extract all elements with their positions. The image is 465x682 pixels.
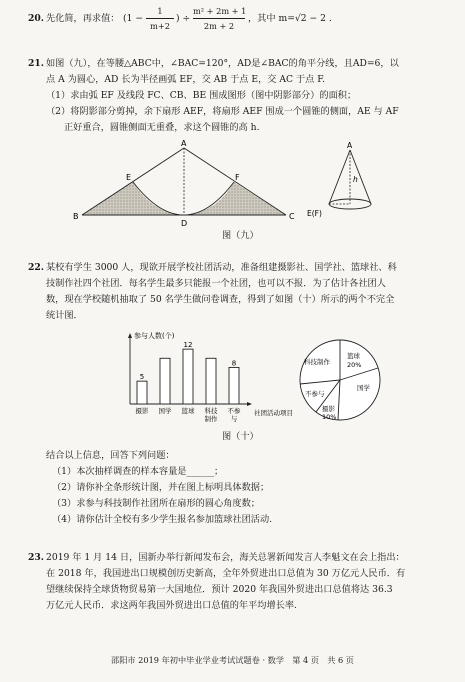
bar-series bbox=[136, 341, 242, 423]
pie-label-keji: 科技制作 bbox=[304, 358, 330, 366]
pie-label-bucanyu: 不参与 bbox=[305, 390, 325, 398]
q21-part2b: 正好重合，圆锥侧面无重叠，求这个圆锥的高 h. bbox=[64, 122, 260, 133]
shaded-region-right bbox=[186, 182, 286, 215]
pie-chart bbox=[294, 334, 394, 426]
q23-line1: 2019 年 1 月 14 日，国新办举行新闻发布会，海关总署新闻发言人李魁文在会上指出： bbox=[46, 552, 405, 563]
q20-frac2-bar bbox=[193, 18, 245, 19]
q21-line2: 点 A 为圆心，AD 长为半径画弧 EF，交 AB 于点 E，交 AC 于点 F. bbox=[46, 74, 326, 85]
pie-pct-lanqiu: 20% bbox=[347, 361, 362, 369]
q20-close-div: ) ÷ bbox=[176, 13, 191, 24]
cone-label-h: h bbox=[353, 175, 358, 184]
q20-frac2-num: m² + 2m + 1 bbox=[193, 6, 247, 16]
q23-line4: 万亿元人民币．求这两年我国外贸进出口总值的年平均增长率. bbox=[46, 600, 297, 611]
bar-y-arrow bbox=[128, 333, 132, 338]
q22-line3: 数，现在学校随机抽取了 50 名学生做问卷调查，得到了如图（十）所示的两个不完全 bbox=[46, 294, 395, 305]
bar-value-label-4: 8 bbox=[231, 359, 237, 368]
q20-frac2-den: 2m + 2 bbox=[203, 21, 235, 31]
q21-line1: 如图（九），在等腰△ABC中，∠BAC=120°，AD是∠BAC的角平分线，且AD=6，以 bbox=[46, 58, 399, 69]
q21-part2a: （2）将阴影部分剪掉，余下扇形 AEF，将扇形 AEF 围成一个圆锥的侧面，AE 与 AF bbox=[46, 106, 399, 117]
q23-line3: 望继续保持全球货物贸易第一大国地位．预计 2020 年我国外贸进出口总值将达 36.3 bbox=[46, 584, 393, 595]
q20-number: 20. bbox=[28, 13, 44, 24]
bar-2 bbox=[183, 349, 193, 404]
cone-left-edge bbox=[329, 150, 350, 204]
bar-category-label-4: 不参 bbox=[227, 407, 241, 415]
q22-ask2: （2）请你补全条形统计图，并在图上标明具体数据； bbox=[52, 482, 270, 493]
q20-frac1-den: m+2 bbox=[150, 21, 170, 31]
pie-label-sheying: 摄影 bbox=[322, 405, 335, 413]
q22-intro: 结合以上信息，回答下列问题： bbox=[46, 450, 175, 461]
bar-category-label-3: 科技 bbox=[204, 407, 218, 415]
q20-condition: ，其中 m=√2 − 2 . bbox=[248, 13, 332, 24]
bar-category-label-3-b: 制作 bbox=[204, 415, 218, 423]
fig10-caption: 图（十） bbox=[222, 431, 259, 442]
q22-line2: 技制作社四个社团．每名学生最多只能报一个社团，也可以不报．为了估计各社团人 bbox=[46, 278, 386, 289]
q22-ask3: （3）求参与科技制作社团所在扇形的圆心角度数； bbox=[52, 498, 260, 509]
bar-4 bbox=[229, 367, 239, 404]
pie-label-lanqiu: 篮球 bbox=[347, 352, 360, 360]
bar-category-label-4-b: 与 bbox=[230, 415, 238, 423]
bar-category-label-2: 篮球 bbox=[181, 407, 195, 415]
q20-frac1-bar bbox=[146, 18, 174, 19]
pie-pct-sheying: 10% bbox=[322, 413, 337, 421]
bar-value-label-0: 5 bbox=[139, 373, 145, 382]
bar-3 bbox=[206, 358, 216, 404]
label-c: C bbox=[289, 212, 295, 221]
bar-value-label-2: 12 bbox=[183, 341, 193, 350]
q22-number: 22. bbox=[28, 262, 44, 273]
bar-ylabel: 参与人数(个) bbox=[134, 332, 175, 340]
q23-line2: 在 2018 年，我国进出口规模创历史新高，全年外贸进出口总值为 30 万亿元人民币．有 bbox=[46, 568, 406, 579]
q22-ask4: （4）请你估计全校有多少学生报名参加篮球社团活动. bbox=[52, 514, 273, 525]
bar-1 bbox=[160, 358, 170, 404]
bar-xlabel: 社团活动项目 bbox=[254, 409, 293, 417]
pie-label-guoxue: 国学 bbox=[357, 384, 370, 392]
page-footer: 邵阳市 2019 年初中毕业学业考试试题卷 · 数学 第 4 页 共 6 页 bbox=[111, 655, 354, 665]
q20-intro: 先化简，再求值： bbox=[46, 13, 120, 24]
cone-label-a: A bbox=[347, 141, 353, 150]
label-f: F bbox=[235, 173, 240, 182]
q22-line4: 统计图． bbox=[46, 310, 83, 321]
bar-0 bbox=[137, 381, 147, 404]
label-e: E bbox=[126, 173, 132, 182]
q22-ask1: （1）本次抽样调查的样本容量是______； bbox=[52, 466, 224, 477]
shaded-region-left bbox=[82, 182, 182, 215]
q22-line1: 某校有学生 3000 人，现欲开展学校社团活动，准备组建摄影社、国学社、篮球社、科 bbox=[46, 262, 397, 273]
q23-number: 23. bbox=[28, 552, 44, 563]
label-d: D bbox=[181, 219, 188, 228]
label-b: B bbox=[73, 212, 79, 221]
q21-number: 21. bbox=[28, 58, 44, 69]
q21-part1: （1）求由弧 EF 及线段 FC、CB、BE 围成图形（图中阴影部分）的面积； bbox=[46, 90, 357, 101]
cone-label-ef: E(F) bbox=[307, 209, 322, 218]
bar-category-label-0: 摄影 bbox=[135, 407, 149, 415]
fig9-caption: 图（九） bbox=[222, 230, 259, 241]
bar-x-arrow bbox=[247, 402, 252, 406]
bar-category-label-1: 国学 bbox=[158, 407, 172, 415]
label-a: A bbox=[181, 140, 187, 148]
q20-open-paren: (1 − bbox=[123, 13, 144, 24]
q20-frac1-num: 1 bbox=[157, 6, 163, 16]
